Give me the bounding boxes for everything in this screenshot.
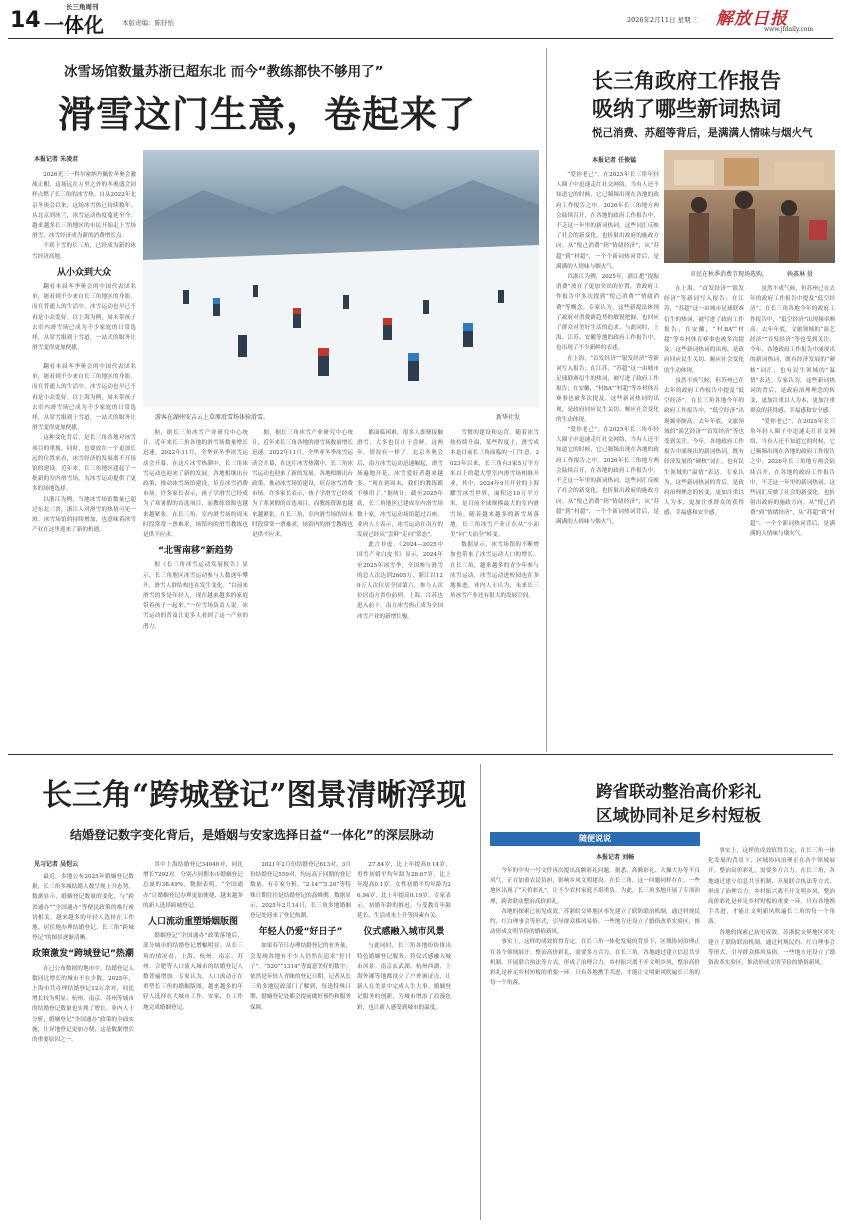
story2-headline-2: 吸纳了哪些新词热词	[592, 97, 781, 121]
photo-caption: 市民在秋季消费节现场选购。	[690, 271, 769, 278]
story3-column-3	[250, 860, 351, 1222]
paragraph: “爱你老己”，在2025年长三角年轻人圈子中迅速走红社交网络，当有人还不知道它的时候，它已频频出现在各地的政府工作报告之中。2026年长三角地方两会陆续召开，在各地的政府工作报告中，不乏这一年里的新词热词。这些词汇反映了社会的新变化，也折射出政府的施政方向。从“悦己消费”到“情绪经济”，从“苏超”到“村超”，一个个新词热词背后，是满满的人情味与烟火气。	[556, 427, 659, 525]
story3-column-2	[143, 860, 243, 1222]
paragraph: 今年的中央一号文件再次提出高额彩礼问题。据悉，高额彩礼、大操大办等不良风气，正在加重农民负担，影响乡风文明建设。在长三角，这一问题同样存在。一些地区出现了“天价彩礼”，让不少农村家庭不堪重负。为此，长三角多地开展了专项治理，跨省联动整治高价彩礼。	[490, 868, 700, 905]
story2-column-1	[556, 170, 659, 748]
paragraph: 据，据长三角冰雪产业研究中心统计，近年来长三角各地的滑雪场数量增长迅速。2022年11月，全华亚冬季冰雪运动会开幕，在这片冰雪热潮中，长三角冰雪运动也迎来了新的发展。各地相继出台政策，推动冰雪场馆建设，培育冰雪消费市场。许多家长表示，孩子学滑雪已经成为了寒暑假的首选项目，而教练资源也越来越紧张。在长三角，室内滑雪场的周末时段常常一票难求，场馆内的滑雪教练也是供不应求。	[252, 430, 353, 539]
photo-credit: 赖鑫琳 摄	[787, 271, 813, 278]
paragraph: 雪惯的建设和运营。随着冰雪热持续升温，某些程度上，滑雪成本是目前长三角面临的一门生意。2023年以来，长三角有3家5万平方米以上的超大型室内滑雪场相继开业，其中，2024年9月开业的上海耀雪冰雪世界，面积达10万平方米，是目前全球规模最大的室内滑雪场。随着越来越多的新雪场落地，长三角冰雪产业正在从“小而美”向“大而全”转变。	[450, 430, 539, 539]
subheading: 人口流动重塑婚姻版图	[147, 917, 238, 928]
editor-label: 本版责编：陈抒怡	[122, 19, 174, 27]
story2-deck: 悦己消费、苏超等背后，是满满人情味与烟火气	[592, 127, 813, 139]
story3-headline: 长三角“跨城登记”图景清晰浮现	[42, 778, 467, 813]
paragraph: 数据显示，冰雪场馆的不断增加也带来了冰雪运动人口的增长。在长三角，越来越多的青少年参与冰雪运动，冰雪运动进校园也在多地推进。业内人士认为，未来长三角冰雪产业还有很大的发展空间。	[450, 542, 539, 600]
story1-headline: 滑雪这门生意，卷起来了	[58, 92, 476, 136]
paragraph: “爱你老己”，在2025年长三角年轻人圈子中迅速走红社交网络，当有人还不知道它的时候，它已频频出现在各地的政府工作报告之中。2026年长三角地方两会陆续召开，在各地的政府工作报告中，不乏这一年里的新词热词。这些词汇反映了社会的新变化，也折射出政府的施政方向。从“悦己消费”到“情绪经济”，从“苏超”到“村超”，一个个新词热词背后，是满满的人情味与烟火气。	[556, 172, 659, 270]
paragraph: 在上海，“首发经济”“银发经济”等新词写入报告；在江苏，“苏超”这一由城市足球联赛衍生的热词，被写进了政府工作报告；在安徽，“村BA”“村超”等乡村体育赛事也被多次提及。这些新词热词的出现，是政府回应民生关切、顺应社会变化的生动体现。	[556, 355, 659, 423]
paragraph: 此言非虚。《2024—2025中国雪产业白皮书》显示，2024年至2025年冰雪季，全国参与滑雪的总人次达到2605万，浙江以129万人次位居全国第六，参与人次位居南方省份前列。上海、江苏也进入前十。南方冰雪热正成为全国冰雪产业的新增长极。	[357, 542, 443, 620]
paragraph: 如果春节日办理结婚登记的业务量，会发现各地有不少人仍然在追求“好日子”。“520”“1314”等寓意美好的数字，依然是年轻人青睐的登记日期。记者从长三角多地民政部门了解到，每逢特殊日期，婚姻登记处都会提前做好预约和服务保障。	[250, 943, 351, 1011]
story2-headline-1: 长三角政府工作报告	[592, 69, 781, 93]
paragraph: 在已公布数据的地市中，结婚登记人数同比增长的城市不在少数。2025年，上海市共办理结婚登记12万余对，同比增长较为明显；杭州、南京、苏州等城市的结婚登记数量也实现了增长。业内人士分析，婚姻登记“全国通办”政策的全面实施，让异地登记更加方便，这是数据增长的重要原因之一。	[32, 965, 134, 1044]
paragraph: 据，据长三角冰雪产业研究中心统计，近年来长三角各地的滑雪场数量增长迅速。2022年11月，全华亚冬季冰雪运动会开幕，在这片冰雪热潮中，长三角冰雪运动也迎来了新的发展。各地相继出台政策，推动冰雪场馆建设，培育冰雪消费市场。许多家长表示，孩子学滑雪已经成为了寒暑假的首选项目，而教练资源也越来越紧张。在长三角，室内滑雪场的周末时段常常一票难求，场馆内的滑雪教练也是供不应求。	[143, 430, 248, 539]
date-label: 2026年2月11日 星期三	[627, 16, 698, 24]
paragraph: 这种变化背后，是长三角各地对冰雪项目的重视。同时，也要放在一个更加长远的位置来看，冰雪经济的发展离不开场馆的建设。近年来，长三角地区建起了一批新的室内滑雪场，为冰雪运动提供了更多的场地选择。	[32, 435, 136, 493]
paragraph: 据《长三角冰雪运动发展报告》显示，长三角地区冰雪运动参与人数逐年攀升，滑雪人群结构也在发生变化。“以前来滑雪的多是年轻人，现在越来越多的家庭带着孩子一起来。”一位雪场负责人说。冰雪运动的普及让更多人看到了这一产业的潜力。	[143, 562, 248, 630]
paragraph: 翻看本届冬季奥会的中国代表团名单，能看到不少来自长三角地区的身影。而在普通人的生活中，冰雪运动也早已不再是小众爱好。以上海为例，周末带孩子去室内滑雪场已成为不少家庭的日常选择，从穿雪服到上雪道，一站式的服务让滑雪变得更加便捷。	[32, 284, 136, 352]
story1-kicker: 冰雪场馆数量苏浙已超东北 而今“教练都快不够用了”	[64, 64, 384, 80]
subheading: 从小众到大众	[56, 267, 111, 278]
ski-slope-photo	[143, 150, 539, 407]
story4-headline-1: 跨省联动整治高价彩礼	[596, 782, 761, 801]
paragraph: 事实上，这样的成效值得肯定，在长三角一体化发展的背景下，区域协同治理正在各个领域展开。整治高价彩礼，需要多方合力。在长三角，各地通过建立信息共享机制、开展联合执法等方式，形成了治理合力。乡村振兴离不开文明乡风，整治高价彩礼是补足乡村短板的重要一环。只有各地携手共进，才能让文明新风吹遍长三角的每一个角落。	[490, 939, 700, 987]
story1-column-5	[450, 428, 539, 750]
masthead	[0, 0, 841, 40]
story4-column-2	[708, 846, 835, 1222]
story1-column-2	[143, 428, 248, 750]
story2-column-3	[750, 284, 835, 748]
paragraph: 不到下雪的长三角，已经成为新的冰雪经济高地。	[32, 243, 136, 260]
story1-column-4	[357, 428, 443, 750]
edition-label: 长三角周刊	[66, 3, 99, 11]
newspaper-logo: 解放日报	[716, 9, 788, 29]
paragraph: 在上海，“首发经济”“银发经济”等新词写入报告；在江苏，“苏超”这一由城市足球联赛衍生的热词，被写进了政府工作报告；在安徽，“村BA”“村超”等乡村体育赛事也被多次提及。这些新词热词的出现，是政府回应民生关切、顺应社会变化的生动体现。	[664, 286, 744, 374]
subheading: 仪式感融入城市风景	[363, 927, 445, 938]
story4-byline: 本报记者 刘畅	[596, 854, 635, 861]
paragraph: 以浙江为例，当地冰雪场馆数量已超过东北三省，浙江人对滑雪的热情可见一斑。冰雪场馆的持续增加，也意味着冰雪产业在这里迎来了新的机遇。	[32, 496, 136, 534]
masthead-rule	[8, 38, 833, 39]
website-url: www.jfdaily.com	[764, 26, 814, 33]
paragraph: 都面临困难，很多人即便接触滑雪，大多也仅止于尝鲜。这两年，情况有一样了。北京冬奥会后，南方冰雪运动迅速崛起，滑雪场遍地开花，冰雪爱好者越来越多。“现在到周末，我们的教练都不够用了。”据统计，截至2025年底，长三角地区已建成室内滑雪场数十家，冰雪运动场馆超过百座。业内人士表示，冰雪运动在南方的发展已经从“尝鲜”走向“常态”。	[357, 430, 443, 539]
photo-caption: 游客在湖州安吉云上草原滑雪场体验滑雪。	[155, 414, 270, 421]
story4-column-1	[490, 866, 700, 1222]
paragraph: 2026光三一科尔密纳丹佩佐冬奥会激战正酣，这场远在万里之外的冬奥盛会同样点燃了长三角的冰雪热。自从2022年北京冬奥会以来，这场冰雪热已持续数年，从北京到冰兰，冰雪运动热度蔓延至今。越来越多长三角地区的市民开始走上雪场滑雪，冰雪经济成为新的消费增长点。	[32, 172, 136, 240]
paragraph: 翻看本届冬季奥会的中国代表团名单，能看到不少来自长三角地区的身影。而在普通人的生活中，冰雪运动也早已不再是小众爱好。以上海为例，周末带孩子去室内滑雪场已成为不少家庭的日常选择，从穿雪服到上雪道，一站式的服务让滑雪变得更加便捷。	[32, 364, 136, 432]
paragraph: 各地的探索已初见成效。苏浙皖交界地区率先建立了联防联治机制，通过村规民约、红白理事会等形式，引导群众移风易俗。一些地方还设立了婚俗改革实验区，推动形成文明节俭的婚俗新风。	[490, 908, 700, 936]
paragraph: 与此同时，长三角各地纷纷推出特色婚姻登记服务，将仪式感融入城市风景。南京玄武湖、杭州西湖、上海外滩等地都设立了户外颁证点，让新人在美景中完成人生大事。婚姻登记服务的创新，为城市增添了浪漫色彩，也让新人感受到城市的温度。	[357, 943, 451, 1011]
shoppers-photo	[664, 150, 835, 263]
paragraph: 虽然不成气候，但苏州已在去年的政府工作报告中提及“低空经济”。在长三角各地今年的政府工作报告中，“低空经济”出现频率颇高。去年年底，文旅领域的“演艺经济”“首发经济”等也受到关注。今年，各地政府工作报告中涌现出的新词热词，既有经济发展的“硬核”词汇，也有民生领域的“温情”表达。专家认为，这些新词热词的背后，是政府治理理念的转变，更加注重以人为本，更加注重群众的获得感、幸福感和安全感。	[750, 286, 835, 415]
column-divider	[546, 48, 547, 752]
paragraph: 27.84岁，比上年提高0.14岁，男性初婚平均年龄为28.67岁，比上年提高0.1岁。女性初婚平均年龄为26.94岁，比上年提高0.19岁。专家表示，初婚年龄的推迟，与受教育年限延长、生活成本上升等因素有关。	[357, 862, 451, 920]
section-title: 一体化	[44, 13, 104, 37]
paragraph: 2021年2月份结婚登记613对，3月份结婚登记559对，均远高于同期的登记数量。有专家分析，“2.14”“5.20”等特殊日期往往是结婚登记的高峰期。数据显示，2025年2月14日，长三角多地婚姻登记处迎来了登记热潮。	[250, 862, 351, 920]
paragraph: “爱你老己”，在2025年长三角年轻人圈子中迅速走红社交网络，当有人还不知道它的时候，它已频频出现在各地的政府工作报告之中。2026年长三角地方两会陆续召开，在各地的政府工作报告中，不乏这一年里的新词热词。这些词汇反映了社会的新变化，也折射出政府的施政方向。从“悦己消费”到“情绪经济”，从“苏超”到“村超”，一个个新词热词背后，是满满的人情味与烟火气。	[750, 418, 835, 537]
story2-column-2	[664, 284, 744, 748]
section-divider	[8, 754, 833, 755]
shoppers-illustration	[664, 150, 835, 263]
subheading: “北雪南移”新趋势	[158, 546, 233, 557]
story4-headline-2: 区域协同补足乡村短板	[596, 806, 761, 825]
story1-column-1b	[32, 362, 136, 748]
paragraph: 婚姻登记“全国通办”政策落地后，部分城市的结婚登记增幅明显。从长三角的情况看，上海、杭州、南京、苏州、合肥等人口流入城市的结婚登记人数普遍增加。专家认为，人口流动正在重塑长三角的婚姻版图，越来越多的年轻人选择在大城市工作、安家，在工作地完成婚姻登记。	[143, 933, 243, 1011]
subheading: 政策激发“跨城登记”热潮	[32, 949, 134, 960]
paragraph: 虽然不成气候，但苏州已在去年的政府工作报告中提及“低空经济”。在长三角各地今年的政府工作报告中，“低空经济”出现频率颇高。去年年底，文旅领域的“演艺经济”“首发经济”等也受到关注。今年，各地政府工作报告中涌现出的新词热词，既有经济发展的“硬核”词汇，也有民生领域的“温情”表达。专家认为，这些新词热词的背后，是政府治理理念的转变，更加注重以人为本，更加注重群众的获得感、幸福感和安全感。	[664, 377, 744, 517]
page-number: 14	[10, 8, 41, 33]
story1-byline: 本报记者 朱凌君	[34, 156, 79, 163]
story3-column-4	[357, 860, 451, 1222]
story3-deck: 结婚登记数字变化背后，是婚姻与安家选择日益“一体化”的深层脉动	[70, 828, 434, 842]
ski-scene-illustration	[143, 150, 539, 407]
story3-byline: 见习记者 吴恺云	[34, 861, 79, 868]
paragraph: 各地的探索已初见成效。苏浙皖交界地区率先建立了联防联治机制，通过村规民约、红白理事会等形式，引导群众移风易俗。一些地方还设立了婚俗改革实验区，推动形成文明节俭的婚俗新风。	[708, 929, 835, 967]
column-divider	[480, 764, 481, 1220]
subheading: 年轻人仍爱“好日子”	[258, 927, 343, 938]
paragraph: 事实上，这样的成效值得肯定，在长三角一体化发展的背景下，区域协同治理正在各个领域展开。整治高价彩礼，需要多方合力。在长三角，各地通过建立信息共享机制、开展联合执法等方式，形成了治理合力。乡村振兴离不开文明乡风，整治高价彩礼是补足乡村短板的重要一环。只有各地携手共进，才能让文明新风吹遍长三角的每一个角落。	[708, 848, 835, 926]
paragraph: 其中上海结婚登记34040对，同比增长7292对。分别占同期本市婚姻登记总量的38.49%。数据表明，“全国通办”让婚姻登记办理更加便捷，越来越多的新人选择跨城登记。	[143, 862, 243, 909]
paragraph: 最近，多地公布2025年婚姻登记数据，长三角多城结婚人数呈现上升态势。数据显示，婚姻登记数量的变化，与“跨省通办”“全国通办”等便民政策的推行密切相关。越来越多的年轻人选择在工作地、居住地办理结婚登记，长三角“跨城登记”的图景逐渐清晰。	[32, 874, 134, 942]
story2-byline: 本报记者 任俊锰	[592, 157, 637, 164]
column-name-badge: 随便说说	[490, 832, 700, 846]
story3-column-1	[32, 872, 134, 1222]
photo-credit: 新华社发	[496, 414, 521, 421]
paragraph: 以浙江为例，2025年，浙江把“提振消费”放在了更加突出的位置，省政府工作报告中多次提到“悦己消费”“情绪消费”等概念。专家认为，这些新提法体现了政府对消费新趋势的敏锐把握，也回应了群众对美好生活的追求。与此同时，上海、江苏、安徽等地的政府工作报告中，也出现了不少新鲜的表述。	[556, 274, 659, 352]
story1-column-3	[252, 428, 353, 750]
